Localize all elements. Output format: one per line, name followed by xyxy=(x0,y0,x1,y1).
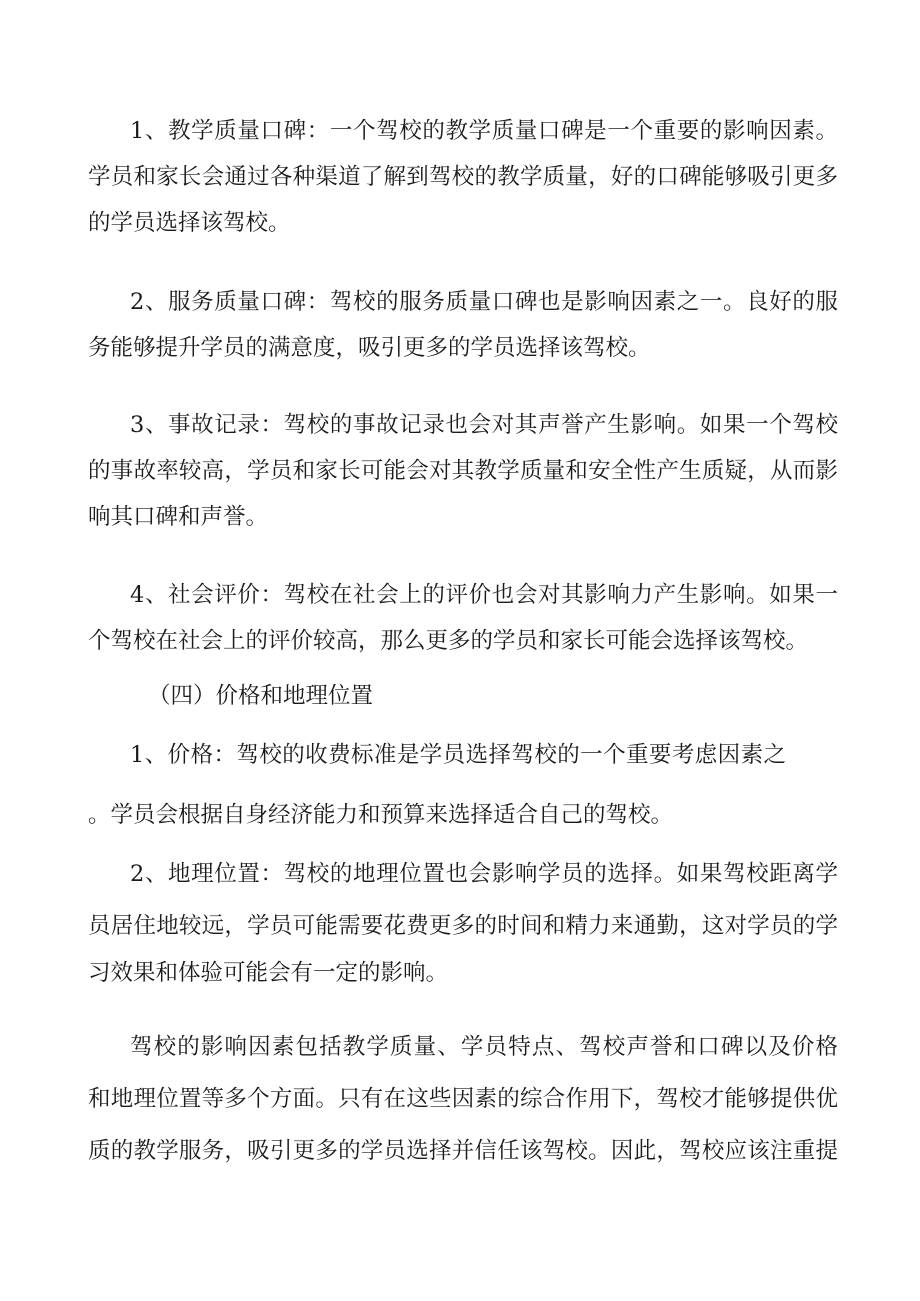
section-heading: （四）价格和地理位置 xyxy=(148,683,374,709)
paragraph-6-line-3: 习效果和体验可能会有一定的影响。 xyxy=(88,960,449,986)
paragraph-3-line-1: 3、事故记录：驾校的事故记录也会对其声誉产生影响。如果一个驾校 xyxy=(130,412,838,438)
paragraph-5-line-1: 1、价格：驾校的收费标准是学员选择驾校的一个重要考虑因素之 xyxy=(130,742,786,768)
paragraph-2-line-1: 2、服务质量口碑：驾校的服务质量口碑也是影响因素之一。良好的服 xyxy=(130,289,838,315)
paragraph-4-line-1: 4、社会评价：驾校在社会上的评价也会对其影响力产生影响。如果一 xyxy=(130,582,838,608)
paragraph-1-line-3: 的学员选择该驾校。 xyxy=(88,210,291,236)
paragraph-1-line-2: 学员和家长会通过各种渠道了解到驾校的教学质量，好的口碑能够吸引更多 xyxy=(88,164,838,190)
paragraph-7-line-2: 和地理位置等多个方面。只有在这些因素的综合作用下，驾校才能够提供优 xyxy=(88,1086,838,1112)
paragraph-5-line-2: 。学员会根据自身经济能力和预算来选择适合自己的驾校。 xyxy=(88,802,674,828)
paragraph-3-line-3: 响其口碑和声誉。 xyxy=(88,504,269,530)
paragraph-7-line-3: 质的教学服务，吸引更多的学员选择并信任该驾校。因此，驾校应该注重提 xyxy=(88,1138,838,1164)
paragraph-7-line-1: 驾校的影响因素包括教学质量、学员特点、驾校声誉和口碑以及价格 xyxy=(130,1034,838,1060)
paragraph-6-line-2: 员居住地较远，学员可能需要花费更多的时间和精力来通勤，这对学员的学 xyxy=(88,913,838,939)
paragraph-4-line-2: 个驾校在社会上的评价较高，那么更多的学员和家长可能会选择该驾校。 xyxy=(88,628,809,654)
paragraph-1-line-1: 1、教学质量口碑：一个驾校的教学质量口碑是一个重要的影响因素。 xyxy=(130,118,838,144)
paragraph-2-line-2: 务能够提升学员的满意度，吸引更多的学员选择该驾校。 xyxy=(88,335,651,361)
paragraph-3-line-2: 的事故率较高，学员和家长可能会对其教学质量和安全性产生质疑，从而影 xyxy=(88,458,838,484)
paragraph-6-line-1: 2、地理位置：驾校的地理位置也会影响学员的选择。如果驾校距离学 xyxy=(130,861,838,887)
